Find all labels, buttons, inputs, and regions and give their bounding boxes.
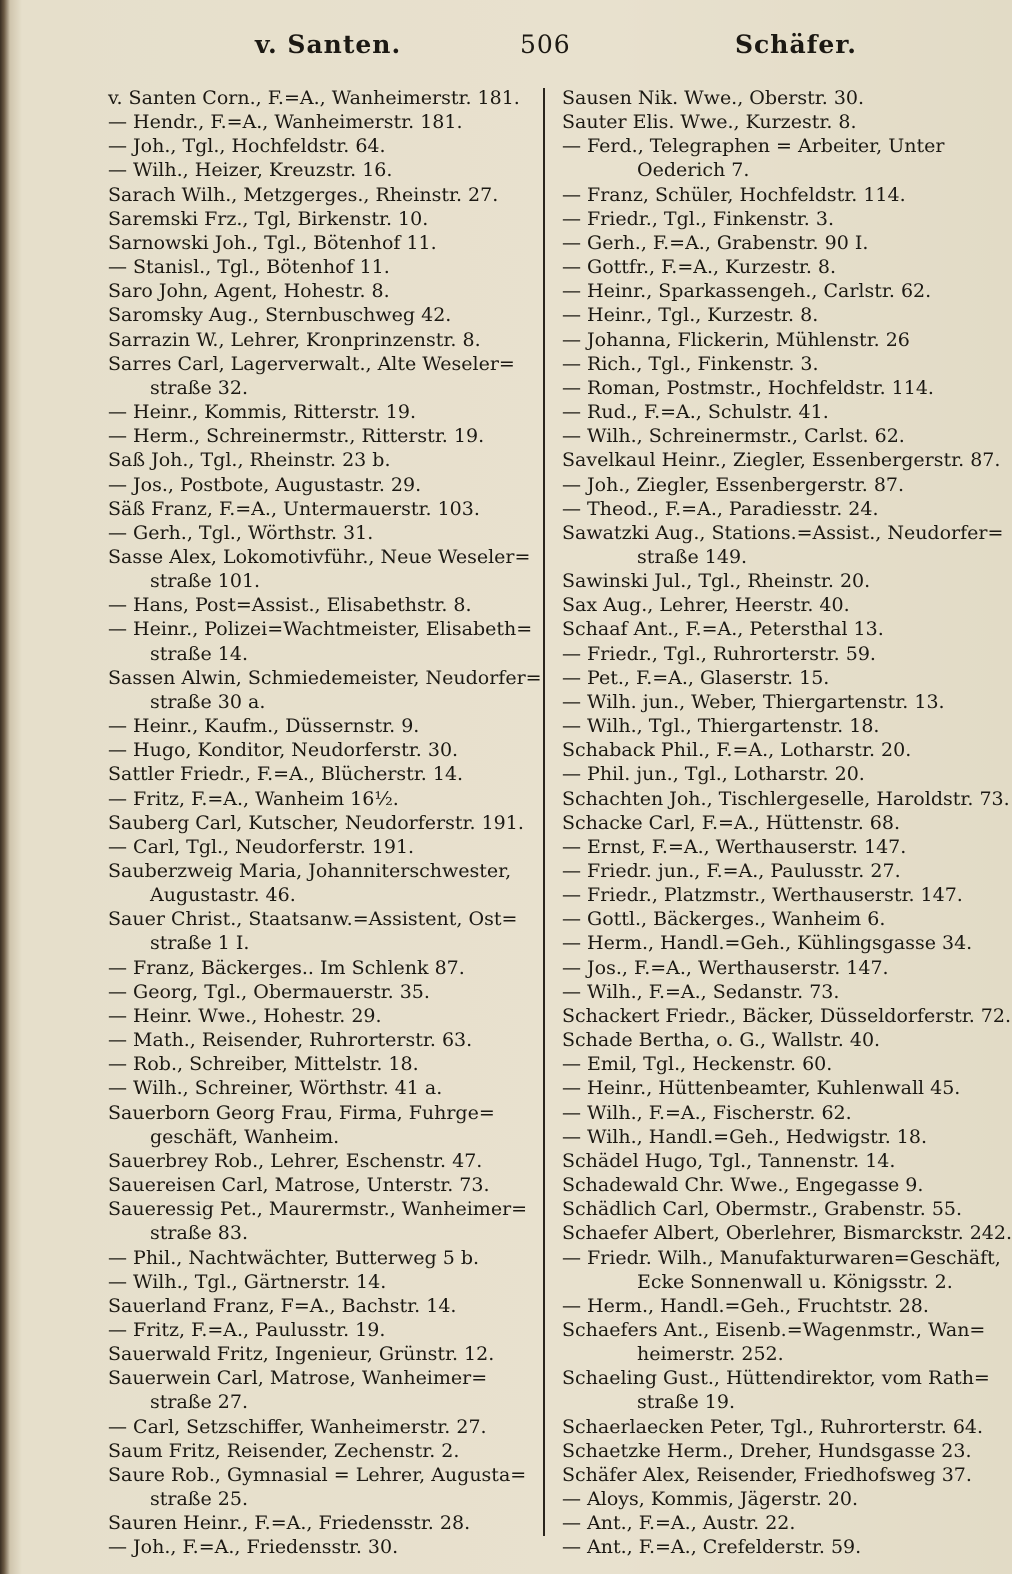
directory-entry-line: Sauren Heinr., F.=A., Friedensstr. 28. (108, 1512, 471, 1535)
directory-entry-line: — Jos., Postbote, Augustastr. 29. (108, 473, 422, 496)
directory-entry-line: Schachten Joh., Tischlergeselle, Haroldstr. 73. (562, 787, 1010, 810)
directory-entry-line: — Joh., Ziegler, Essenbergerstr. 87. (562, 473, 905, 496)
directory-entry-line: Saremski Frz., Tgl, Birkenstr. 10. (108, 207, 429, 230)
directory-entry-line: — Gottfr., F.=A., Kurzestr. 8. (562, 256, 837, 279)
directory-entry-line: — Georg, Tgl., Obermauerstr. 35. (108, 980, 430, 1003)
directory-entry-line: Schaerlaecken Peter, Tgl., Ruhrorterstr. 64. (562, 1415, 984, 1438)
directory-entry-line: — Herm., Schreinermstr., Ritterstr. 19. (108, 425, 485, 448)
directory-entry-line: straße 101. (150, 570, 261, 593)
directory-entry-line: — Hans, Post=Assist., Elisabethstr. 8. (108, 594, 472, 617)
directory-entry-line: Schaaf Ant., F.=A., Petersthal 13. (562, 618, 884, 641)
directory-entry-line: — Hendr., F.=A., Wanheimerstr. 181. (108, 111, 463, 134)
directory-entry-line: Sawinski Jul., Tgl., Rheinstr. 20. (562, 570, 871, 593)
directory-entry-line: — Wilh., Tgl., Gärtnerstr. 14. (108, 1270, 387, 1293)
directory-entry-line: — Math., Reisender, Ruhrorterstr. 63. (108, 1029, 473, 1052)
directory-entry-line: Sauer Christ., Staatsanw.=Assistent, Ost= (108, 908, 518, 931)
directory-entry-line: Sassen Alwin, Schmiedemeister, Neudorfer= (108, 666, 542, 689)
directory-entry-line: — Heinr., Tgl., Kurzestr. 8. (562, 304, 819, 327)
directory-entry-line: Oederich 7. (637, 159, 750, 182)
directory-entry-line: Sauerland Franz, F=A., Bachstr. 14. (108, 1294, 457, 1317)
directory-entry-line: — Franz, Bäckerges.. Im Schlenk 87. (108, 956, 465, 979)
directory-entry-line: Schackert Friedr., Bäcker, Düsseldorferstr. 72. (562, 1004, 1012, 1027)
column-divider (543, 88, 545, 1536)
directory-entry-line: straße 149. (637, 545, 748, 568)
directory-entry-line: Schacke Carl, F.=A., Hüttenstr. 68. (562, 811, 901, 834)
directory-entry-line: — Rich., Tgl., Finkenstr. 3. (562, 352, 819, 375)
directory-entry-line: — Friedr., Tgl., Ruhrorterstr. 59. (562, 642, 876, 665)
directory-entry-line: — Fritz, F.=A., Wanheim 16½. (108, 787, 399, 810)
directory-entry-line: Savelkaul Heinr., Ziegler, Essenbergerstr. 87. (562, 449, 1001, 472)
directory-entry-line: — Franz, Schüler, Hochfeldstr. 114. (562, 183, 906, 206)
directory-entry-line: — Gerh., Tgl., Wörthstr. 31. (108, 521, 374, 544)
directory-entry-line: — Stanisl., Tgl., Bötenhof 11. (108, 256, 390, 279)
directory-entry-line: Sauerwein Carl, Matrose, Wanheimer= (108, 1367, 488, 1390)
directory-entry-line: straße 25. (150, 1488, 248, 1511)
right-column (562, 86, 1012, 1560)
directory-entry-line: — Ferd., Telegraphen = Arbeiter, Unter (562, 135, 945, 158)
directory-entry-line: Sauter Elis. Wwe., Kurzestr. 8. (562, 111, 857, 134)
directory-entry-line: straße 27. (150, 1391, 248, 1414)
directory-entry-line: Säß Franz, F.=A., Untermauerstr. 103. (108, 497, 480, 520)
directory-entry-line: straße 19. (637, 1391, 735, 1414)
directory-entry-line: — Heinr., Kommis, Ritterstr. 19. (108, 401, 416, 424)
directory-entry-line: heimerstr. 252. (637, 1343, 784, 1366)
directory-entry-line: — Wilh., F.=A., Sedanstr. 73. (562, 980, 840, 1003)
directory-entry-line: straße 32. (150, 376, 248, 399)
directory-entry-line: — Herm., Handl.=Geh., Fruchtstr. 28. (562, 1294, 929, 1317)
directory-entry-line: — Aloys, Kommis, Jägerstr. 20. (562, 1488, 859, 1511)
directory-entry-line: — Gerh., F.=A., Grabenstr. 90 I. (562, 231, 869, 254)
page-header (0, 30, 1012, 70)
directory-entry-line: straße 1 I. (150, 932, 250, 955)
directory-entry-line: — Wilh., Schreiner, Wörthstr. 41 a. (108, 1077, 443, 1100)
directory-entry-line: Schäfer Alex, Reisender, Friedhofsweg 37. (562, 1463, 972, 1486)
directory-entry-line: v. Santen Corn., F.=A., Wanheimerstr. 181. (108, 87, 520, 109)
directory-entry-line: — Heinr., Hüttenbeamter, Kuhlenwall 45. (562, 1077, 961, 1100)
directory-entry-line: Sattler Friedr., F.=A., Blücherstr. 14. (108, 763, 464, 786)
directory-entry-line: — Carl, Tgl., Neudorferstr. 191. (108, 835, 415, 858)
directory-entry-line: — Joh., Tgl., Hochfeldstr. 64. (108, 135, 386, 158)
directory-entry-line: — Jos., F.=A., Werthauserstr. 147. (562, 956, 889, 979)
directory-entry-line: Sasse Alex, Lokomotivführ., Neue Weseler= (108, 545, 531, 568)
directory-entry-line: Saro John, Agent, Hohestr. 8. (108, 280, 390, 303)
directory-entry-line: — Rob., Schreiber, Mittelstr. 18. (108, 1053, 419, 1076)
directory-entry-line: Sarnowski Joh., Tgl., Bötenhof 11. (108, 231, 437, 254)
directory-entry-line: Saromsky Aug., Sternbuschweg 42. (108, 304, 452, 327)
directory-entry-line: Sawatzki Aug., Stations.=Assist., Neudorfer= (562, 521, 1004, 544)
directory-entry-line: — Heinr., Polizei=Wachtmeister, Elisabeth= (108, 618, 533, 641)
directory-entry-line: — Ernst, F.=A., Werthauserstr. 147. (562, 835, 907, 858)
directory-entry-line: Saß Joh., Tgl., Rheinstr. 23 b. (108, 449, 391, 472)
directory-entry-line: — Roman, Postmstr., Hochfeldstr. 114. (562, 376, 934, 399)
directory-entry-line: Sauerbrey Rob., Lehrer, Eschenstr. 47. (108, 1149, 483, 1172)
directory-entry-line: — Hugo, Konditor, Neudorferstr. 30. (108, 739, 459, 762)
directory-entry-line: — Heinr., Kaufm., Düssernstr. 9. (108, 715, 420, 738)
directory-entry-line: Sarrazin W., Lehrer, Kronprinzenstr. 8. (108, 328, 481, 351)
directory-entry-line: Schaback Phil., F.=A., Lotharstr. 20. (562, 739, 912, 762)
directory-entry-line: Schädlich Carl, Obermstr., Grabenstr. 55. (562, 1198, 963, 1221)
directory-entry-line: Ecke Sonnenwall u. Königsstr. 2. (637, 1270, 953, 1293)
directory-entry-line: geschäft, Wanheim. (150, 1125, 340, 1148)
directory-entry-line: Saure Rob., Gymnasial = Lehrer, Augusta= (108, 1463, 527, 1486)
directory-entry-line: — Johanna, Flickerin, Mühlenstr. 26 (562, 328, 910, 351)
header-left-keyword: v. Santen. (255, 30, 402, 59)
directory-entry-line: — Wilh. jun., Weber, Thiergartenstr. 13. (562, 690, 945, 713)
directory-entry-line: — Friedr., Tgl., Finkenstr. 3. (562, 207, 835, 230)
directory-entry-line: — Friedr. Wilh., Manufakturwaren=Geschäft, (562, 1246, 1001, 1269)
directory-entry-line: straße 83. (150, 1222, 248, 1245)
directory-entry-line: — Wilh., F.=A., Fischerstr. 62. (562, 1101, 852, 1124)
directory-entry-line: — Friedr., Platzmstr., Werthauserstr. 147. (562, 884, 963, 907)
directory-entry-line: Sauerwald Fritz, Ingenieur, Grünstr. 12. (108, 1343, 495, 1366)
directory-entry-line: — Friedr. jun., F.=A., Paulusstr. 27. (562, 860, 901, 882)
directory-entry-line: — Phil., Nachtwächter, Butterweg 5 b. (108, 1246, 480, 1269)
header-right-keyword: Schäfer. (735, 30, 857, 59)
directory-entry-line: Schaetzke Herm., Dreher, Hundsgasse 23. (562, 1439, 972, 1462)
directory-entry-line: — Wilh., Schreinermstr., Carlst. 62. (562, 425, 905, 448)
directory-entry-line: — Heinr., Sparkassengeh., Carlstr. 62. (562, 280, 932, 303)
directory-entry-line: Schaefer Albert, Oberlehrer, Bismarckstr. 242. (562, 1222, 1012, 1245)
directory-entry-line: straße 30 a. (150, 690, 266, 713)
directory-entry-line: Sarach Wilh., Metzgerges., Rheinstr. 27. (108, 183, 499, 206)
directory-entry-line: Sauberg Carl, Kutscher, Neudorferstr. 191. (108, 811, 524, 834)
directory-entry-line: Schaeling Gust., Hüttendirektor, vom Rath= (562, 1367, 990, 1390)
directory-entry-line: Schädel Hugo, Tgl., Tannenstr. 14. (562, 1149, 896, 1172)
directory-entry-line: — Joh., F.=A., Friedensstr. 30. (108, 1536, 399, 1559)
left-column (108, 86, 542, 1560)
directory-entry-line: — Phil. jun., Tgl., Lotharstr. 20. (562, 763, 865, 786)
directory-entry-line: Schaefers Ant., Eisenb.=Wagenmstr., Wan= (562, 1318, 986, 1341)
directory-entry-line: — Theod., F.=A., Paradiesstr. 24. (562, 497, 879, 520)
directory-entry-line: — Rud., F.=A., Schulstr. 41. (562, 401, 829, 424)
directory-entry-line: — Pet., F.=A., Glaserstr. 15. (562, 666, 830, 689)
directory-entry-line: — Gottl., Bäckerges., Wanheim 6. (562, 908, 886, 931)
directory-entry-line: Saum Fritz, Reisender, Zechenstr. 2. (108, 1439, 460, 1462)
directory-entry-line: Schade Bertha, o. G., Wallstr. 40. (562, 1029, 881, 1052)
directory-entry-line: Augustastr. 46. (150, 884, 296, 907)
directory-entry-line: Schadewald Chr. Wwe., Engegasse 9. (562, 1174, 924, 1197)
page-number: 506 (520, 30, 571, 59)
directory-entry-line: Saueressig Pet., Maurermstr., Wanheimer= (108, 1198, 528, 1221)
directory-entry-line: — Emil, Tgl., Heckenstr. 60. (562, 1053, 833, 1076)
directory-entry-line: — Fritz, F.=A., Paulusstr. 19. (108, 1318, 386, 1341)
directory-entry-line: — Wilh., Heizer, Kreuzstr. 16. (108, 159, 393, 182)
directory-entry-line: — Carl, Setzschiffer, Wanheimerstr. 27. (108, 1415, 487, 1438)
directory-entry-line: Sarres Carl, Lagerverwalt., Alte Weseler= (108, 352, 515, 375)
directory-entry-line: Sausen Nik. Wwe., Oberstr. 30. (562, 87, 865, 109)
directory-entry-line: Sauberzweig Maria, Johanniterschwester, (108, 860, 512, 882)
directory-entry-line: — Ant., F.=A., Austr. 22. (562, 1512, 796, 1535)
directory-entry-line: straße 14. (150, 642, 248, 665)
directory-entry-line: — Wilh., Handl.=Geh., Hedwigstr. 18. (562, 1125, 928, 1148)
directory-entry-line: Sauereisen Carl, Matrose, Unterstr. 73. (108, 1174, 490, 1197)
directory-entry-line: — Heinr. Wwe., Hohestr. 29. (108, 1004, 382, 1027)
directory-entry-line: — Ant., F.=A., Crefelderstr. 59. (562, 1536, 862, 1559)
directory-entry-line: — Herm., Handl.=Geh., Kühlingsgasse 34. (562, 932, 973, 955)
directory-entry-line: Sax Aug., Lehrer, Heerstr. 40. (562, 594, 850, 617)
directory-entry-line: Sauerborn Georg Frau, Firma, Fuhrge= (108, 1101, 495, 1124)
directory-entry-line: — Wilh., Tgl., Thiergartenstr. 18. (562, 715, 880, 738)
